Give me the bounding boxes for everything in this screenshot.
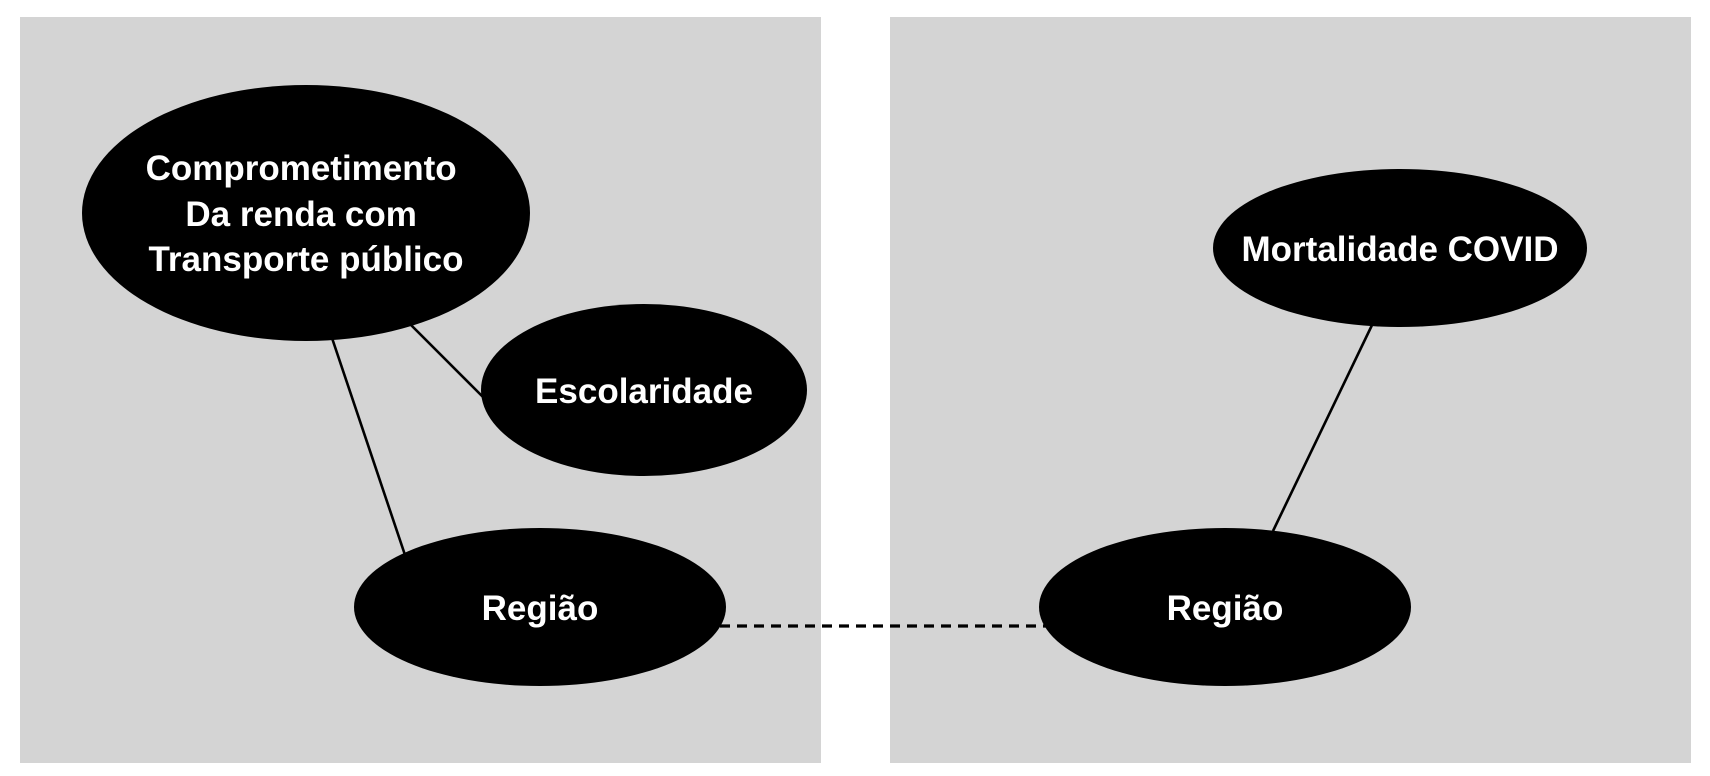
node-income-transport-label [146, 149, 467, 279]
node-region-left-label: Região [481, 589, 599, 628]
node-income-line-2: Da renda com [185, 195, 417, 234]
node-region-left[interactable] [354, 528, 726, 686]
node-mortality-label: Mortalidade COVID [1241, 230, 1559, 269]
node-region-right[interactable] [1039, 528, 1411, 686]
node-income-line-1: Comprometimento [145, 149, 457, 188]
node-education[interactable] [481, 304, 807, 476]
node-mortality[interactable] [1213, 169, 1587, 327]
node-income-line-3: Transporte público [148, 240, 464, 279]
node-income-transport[interactable] [82, 85, 530, 341]
node-education-label: Escolaridade [535, 372, 753, 411]
node-region-right-label: Região [1166, 589, 1284, 628]
